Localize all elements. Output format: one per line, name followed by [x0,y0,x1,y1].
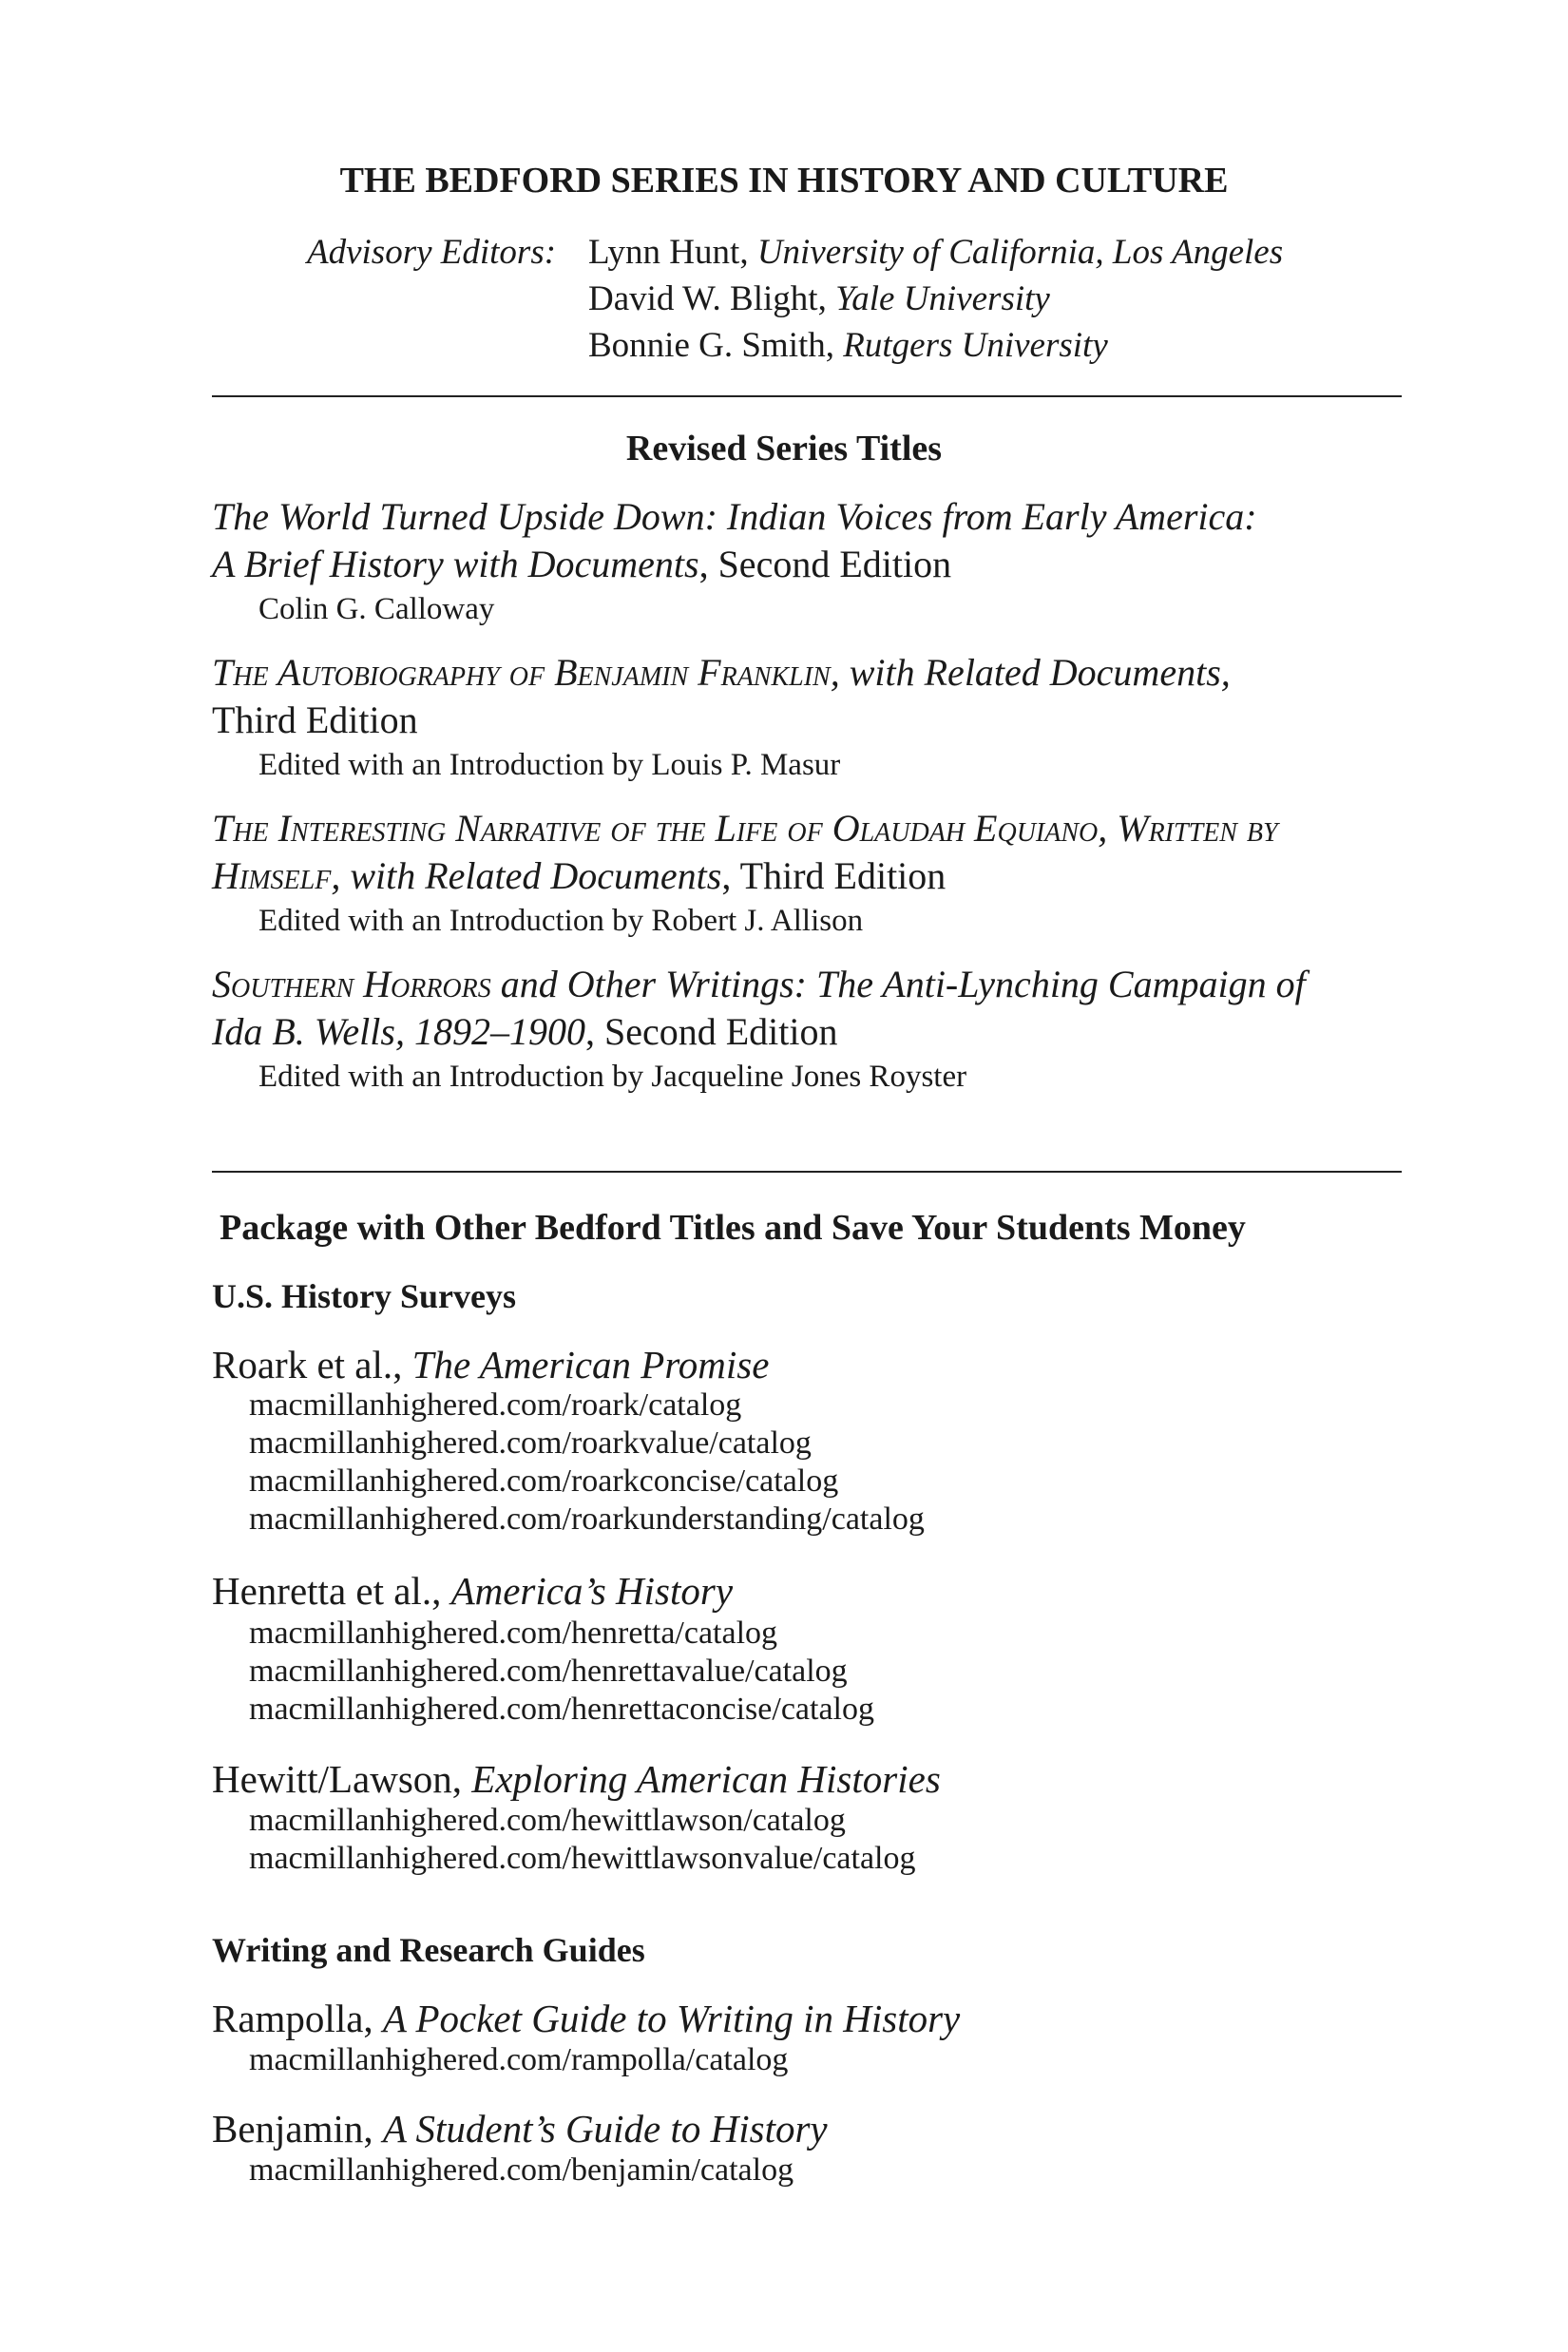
revised-title-line [212,650,1231,695]
series-title: THE BEDFORD SERIES IN HISTORY AND CULTURE [339,161,1229,201]
catalog-url[interactable]: macmillanhighered.com/henrettavalue/catalog [249,1654,848,1689]
book-entry [212,2106,828,2151]
title-italic: and Other Writings: The Anti-Lynching Campaign of [490,963,1306,1005]
editor-name: Bonnie G. Smith [588,326,826,365]
editor-name: Lynn Hunt [588,233,740,272]
edition-text: Third Edition [212,698,418,741]
catalog-url[interactable]: macmillanhighered.com/hewittlawsonvalue/catalog [249,1841,916,1876]
editor-name: David W. Blight [588,279,818,318]
revised-title-credit: Edited with an Introduction by Jacqueline Jones Royster [258,1060,967,1094]
group-heading: Writing and Research Guides [212,1931,645,1969]
revised-title-credit: Edited with an Introduction by Louis P. Masur [258,748,841,782]
book-author: Hewitt/Lawson, [212,1757,472,1801]
book-author: Henretta et al., [212,1569,451,1613]
book-title: Exploring American Histories [471,1757,941,1801]
editor-affiliation: University of California, Los Angeles [756,233,1284,272]
book-title: America’s History [450,1569,734,1613]
revised-title-line [212,806,1278,851]
book-author: Roark et al., [212,1343,412,1386]
title-small-caps: The Interesting Narrative of the Life of Olaudah Equiano, Written by [212,807,1278,850]
title-small-caps: Himself, [212,854,341,897]
revised-title-credit: Edited with an Introduction by Robert J. Allison [258,904,864,938]
editor-affiliation: Rutgers University [843,326,1108,365]
divider-rule [212,1171,1402,1173]
book-entry [212,1756,941,1802]
catalog-url[interactable]: macmillanhighered.com/hewittlawson/catalog [249,1803,846,1838]
editor-line: Lynn Hunt, University of California, Los Angeles [588,233,1284,272]
book-title: A Pocket Guide to Writing in History [382,1997,961,2040]
editor-line: Bonnie G. Smith, Rutgers University [588,326,1108,365]
editor-affiliation: Yale University [835,279,1050,318]
catalog-url[interactable]: macmillanhighered.com/henrettaconcise/catalog [249,1692,874,1727]
edition-text: , Third Edition [721,854,947,897]
revised-title-line [212,853,946,898]
revised-title-line [212,1009,837,1054]
catalog-url[interactable]: macmillanhighered.com/benjamin/catalog [249,2152,794,2188]
catalog-url[interactable]: macmillanhighered.com/roarkvalue/catalog [249,1425,812,1461]
edition-text: , Second Edition [698,543,952,585]
package-heading: Package with Other Bedford Titles and Save Your Students Money [220,1208,1246,1248]
revised-titles-heading: Revised Series Titles [625,429,943,468]
catalog-url[interactable]: macmillanhighered.com/henretta/catalog [249,1616,778,1651]
title-italic: with Related Documents [340,854,722,897]
catalog-url[interactable]: macmillanhighered.com/roark/catalog [249,1387,742,1423]
book-entry [212,1342,769,1387]
title-small-caps: The Autobiography of Benjamin Franklin, [212,651,840,694]
catalog-url[interactable]: macmillanhighered.com/rampolla/catalog [249,2042,789,2077]
catalog-url[interactable]: macmillanhighered.com/roarkunderstanding/catalog [249,1501,925,1537]
group-heading: U.S. History Surveys [212,1277,517,1315]
book-entry [212,1568,733,1614]
book-title: A Student’s Guide to History [382,2107,828,2151]
revised-title-credit: Colin G. Calloway [258,592,495,626]
book-author: Benjamin, [212,2107,383,2151]
catalog-url[interactable]: macmillanhighered.com/roarkconcise/catalog [249,1463,839,1499]
revised-title-line [212,962,1306,1006]
book-author: Rampolla, [212,1997,383,2040]
revised-title-line [212,542,951,586]
revised-title-line: The World Turned Upside Down: Indian Voices from Early America: [212,495,1257,538]
book-title: The American Promise [411,1343,770,1386]
editor-line: David W. Blight, Yale University [588,279,1050,318]
divider-rule [212,395,1402,397]
title-italic: Ida B. Wells, 1892–1900 [212,1010,585,1053]
advisory-label-text: Advisory Editors [307,233,545,272]
advisory-editors-label: Advisory Editors: [307,233,557,272]
title-small-caps: Southern Horrors [212,963,491,1005]
book-entry [212,1996,960,2041]
title-italic: A Brief History with Documents [212,543,699,585]
edition-text: , Second Edition [584,1010,838,1053]
title-italic: with Related Documents, [839,651,1231,694]
